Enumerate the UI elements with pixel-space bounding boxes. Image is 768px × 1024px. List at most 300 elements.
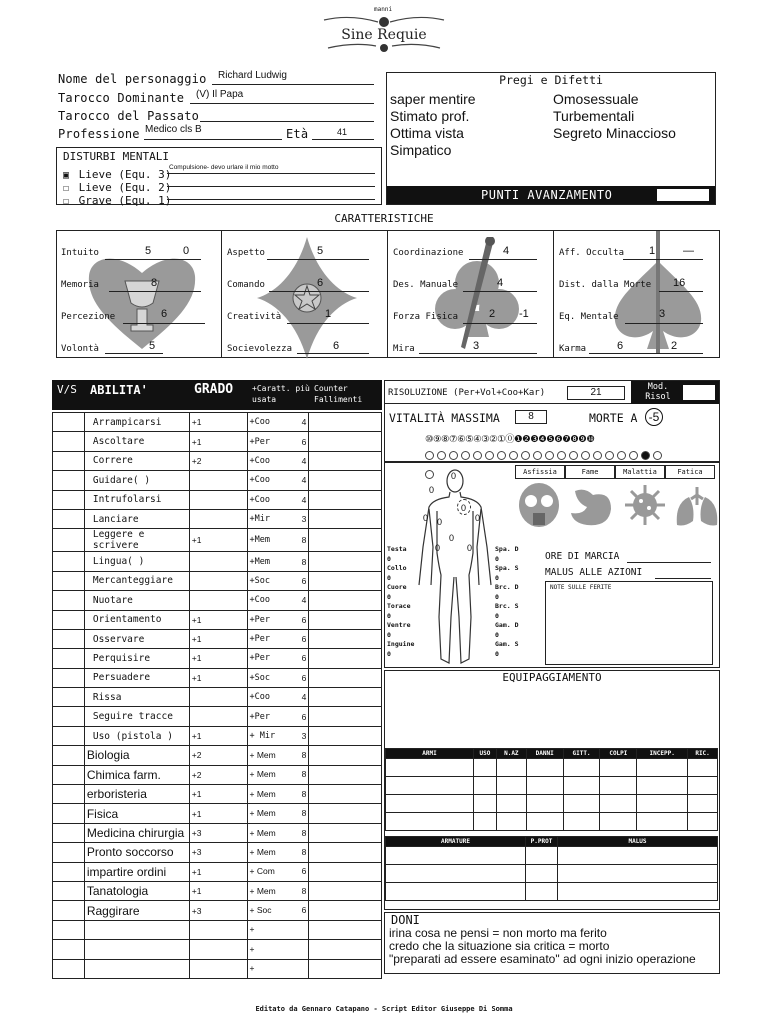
skill-row[interactable] (53, 610, 382, 629)
vitalita-circle[interactable] (545, 451, 554, 460)
skill-grado[interactable]: +1 (189, 529, 247, 552)
vitalita-label: VITALITÀ MASSIMA (389, 411, 500, 425)
zone-label: Gam. S (495, 640, 519, 648)
checkbox-empty-icon[interactable]: ☐ (63, 196, 70, 207)
name-value[interactable]: Richard Ludwig (218, 70, 287, 81)
weapon-row[interactable] (386, 777, 718, 795)
zone-value[interactable]: 0 (495, 592, 499, 601)
stat-value[interactable]: 2 (489, 308, 496, 320)
vitalita-circle[interactable] (425, 451, 434, 460)
disturbo-value[interactable]: Compulsione- devo urlare il mio motto (169, 164, 279, 171)
weapon-col-header: COLPI (600, 749, 637, 759)
weapon-row[interactable] (386, 813, 718, 831)
skill-name[interactable]: Lanciare (84, 509, 189, 528)
skill-counter[interactable] (309, 509, 382, 528)
job-value[interactable]: Medico cls B (145, 124, 202, 135)
mod-risol-label: Mod. Risol (645, 382, 671, 402)
vitalita-circle[interactable] (653, 451, 662, 460)
skill-vs-cell[interactable] (53, 552, 85, 571)
wound-marker[interactable]: 0 (435, 543, 441, 553)
skill-counter[interactable] (309, 823, 382, 842)
age-line (312, 139, 374, 140)
skill-grado[interactable]: +3 (189, 823, 247, 842)
skill-counter[interactable] (309, 529, 382, 552)
skill-vs-cell[interactable] (53, 629, 85, 648)
tab-fatica[interactable]: Fatica (665, 465, 715, 479)
skill-row[interactable] (53, 707, 382, 726)
armor-row[interactable] (386, 883, 718, 901)
skill-counter[interactable] (309, 668, 382, 687)
stat-label: Creatività (227, 312, 282, 322)
malus-azioni-field[interactable] (655, 578, 711, 579)
stat-label: Intuito (61, 248, 99, 258)
stat-value[interactable]: 16 (673, 277, 686, 289)
weapon-col-header: GITT. (563, 749, 600, 759)
disturbo-row (63, 176, 373, 194)
stat-label: Forza Fisica (393, 312, 459, 322)
skill-vs-cell[interactable] (53, 920, 85, 939)
mod-risol-field[interactable] (683, 385, 715, 400)
stat-value[interactable]: 5 (149, 340, 156, 352)
footer-credits: Editato da Gennaro Catapano - Script Editor Giuseppe Di Somma (255, 1005, 513, 1013)
stat-value[interactable]: 1 (649, 245, 656, 257)
skill-caratt (247, 490, 309, 509)
skill-vs-cell[interactable] (53, 432, 85, 451)
skill-row[interactable] (53, 629, 382, 648)
skill-grado[interactable]: +1 (189, 649, 247, 668)
stat-value[interactable]: 1 (325, 308, 332, 320)
stat-value[interactable]: 3 (659, 308, 666, 320)
skill-name[interactable]: Seguire tracce (84, 707, 189, 726)
zone-value[interactable]: 0 (387, 649, 391, 658)
risoluzione-value[interactable]: 21 (567, 386, 625, 400)
vitalita-circle[interactable] (449, 451, 458, 460)
skill-caratt-label: + Com (249, 866, 275, 877)
skill-caratt (247, 940, 309, 959)
skill-caratt (247, 746, 309, 765)
skill-vs-cell[interactable] (53, 688, 85, 707)
stat-value[interactable]: 6 (161, 308, 168, 320)
armor-row[interactable] (386, 865, 718, 883)
vitalita-circle[interactable] (629, 451, 638, 460)
skill-counter[interactable] (309, 901, 382, 920)
stat-label: Eq. Mentale (559, 312, 619, 322)
tab-fame[interactable]: Fame (565, 465, 615, 479)
skill-name[interactable]: Mercanteggiare (84, 571, 189, 590)
skill-vs-cell[interactable] (53, 765, 85, 784)
skill-grado[interactable] (189, 471, 247, 490)
skill-vs-cell[interactable] (53, 649, 85, 668)
stat-value[interactable]: 6 (333, 340, 340, 352)
heart-zone[interactable] (457, 499, 471, 515)
skill-counter[interactable] (309, 959, 382, 978)
stat-value[interactable]: 8 (151, 277, 158, 289)
skill-counter[interactable] (309, 804, 382, 823)
skill-counter[interactable] (309, 940, 382, 959)
skill-vs-cell[interactable] (53, 529, 85, 552)
skill-caratt-value: 8 (301, 556, 307, 567)
skill-row[interactable] (53, 862, 382, 881)
head-wound[interactable]: 0 (451, 471, 457, 481)
skill-counter[interactable] (309, 432, 382, 451)
zone-value[interactable]: 0 (387, 554, 391, 563)
vitalita-circle[interactable] (521, 451, 530, 460)
stat-value[interactable]: 6 (317, 277, 324, 289)
skill-vs-cell[interactable] (53, 881, 85, 900)
ore-marcia-field[interactable] (627, 562, 711, 563)
vitalita-circle[interactable] (437, 451, 446, 460)
skill-row[interactable] (53, 451, 382, 470)
age-value[interactable]: 41 (337, 127, 348, 137)
skill-name[interactable]: Rissa (84, 688, 189, 707)
zone-value[interactable]: 0 (387, 630, 391, 639)
zone-value[interactable]: 0 (387, 592, 391, 601)
tarot-dom-value[interactable]: (V) Il Papa (196, 89, 244, 100)
zone-value[interactable]: 0 (495, 611, 499, 620)
skill-vs-cell[interactable] (53, 726, 85, 745)
skill-name[interactable]: Perquisire (84, 649, 189, 668)
skill-name[interactable]: Leggere e scrivere (84, 529, 189, 552)
skill-row[interactable] (53, 591, 382, 610)
skill-name[interactable]: Osservare (84, 629, 189, 648)
armor-row[interactable] (386, 847, 718, 865)
skill-row[interactable] (53, 785, 382, 804)
skill-caratt (247, 552, 309, 571)
skill-vs-cell[interactable] (53, 843, 85, 862)
skill-vs-cell[interactable] (53, 785, 85, 804)
skill-vs-cell[interactable] (53, 746, 85, 765)
skill-name[interactable] (84, 940, 189, 959)
skill-grado[interactable] (189, 571, 247, 590)
skill-grado[interactable]: +1 (189, 804, 247, 823)
skill-grado[interactable]: +2 (189, 451, 247, 470)
skill-caratt-label: +Soc (249, 672, 271, 683)
vitalita-circle[interactable] (509, 451, 518, 460)
dono-line[interactable]: "preparati ad essere esaminato" ad ogni inizio operazione (389, 952, 696, 966)
skill-counter[interactable] (309, 688, 382, 707)
skill-grado[interactable]: +2 (189, 765, 247, 784)
tarot-past-line (200, 121, 374, 122)
skill-row[interactable] (53, 668, 382, 687)
skill-grado[interactable] (189, 552, 247, 571)
skill-caratt (247, 629, 309, 648)
difetto-item[interactable]: Turbementali (553, 108, 635, 124)
skill-counter[interactable] (309, 490, 382, 509)
zone-value[interactable]: 0 (387, 573, 391, 582)
skill-row[interactable] (53, 843, 382, 862)
skill-grado[interactable]: +1 (189, 432, 247, 451)
skill-row[interactable] (53, 920, 382, 939)
difetti-list (553, 91, 676, 142)
wound-marker[interactable]: 0 (475, 513, 481, 523)
vitalita-circle[interactable] (593, 451, 602, 460)
skill-counter[interactable] (309, 862, 382, 881)
vitalita-circle[interactable] (569, 451, 578, 460)
skill-caratt (247, 509, 309, 528)
skill-row[interactable] (53, 571, 382, 590)
wound-marker[interactable]: 0 (467, 543, 473, 553)
skill-counter[interactable] (309, 785, 382, 804)
stat-label: Socievolezza (227, 344, 293, 354)
checkbox-empty-icon[interactable]: ☐ (63, 183, 70, 194)
zone-value[interactable]: 0 (495, 554, 499, 563)
skill-counter[interactable] (309, 746, 382, 765)
skill-row[interactable] (53, 901, 382, 920)
skill-counter[interactable] (309, 591, 382, 610)
skill-grado[interactable] (189, 959, 247, 978)
zone-value[interactable]: 0 (495, 649, 499, 658)
skill-row[interactable] (53, 649, 382, 668)
skill-caratt-label: +Mir (249, 514, 271, 525)
gas-mask-icon (519, 483, 559, 527)
skill-vs-cell[interactable] (53, 804, 85, 823)
vitalita-track[interactable]: ⑩⑨⑧⑦⑥⑤④③②①⓪❶❷❸❹❺❻❼❽❾❿ (425, 434, 595, 445)
dono-line[interactable]: credo che la situazione sia critica = morto (389, 939, 610, 953)
skill-vs-cell[interactable] (53, 901, 85, 920)
stat-extra[interactable]: -1 (519, 308, 529, 320)
skill-counter[interactable] (309, 629, 382, 648)
zone-label: Cuore (387, 583, 407, 591)
skill-row[interactable] (53, 765, 382, 784)
vitalita-circle[interactable] (581, 451, 590, 460)
difetto-item[interactable]: Omosessuale (553, 91, 639, 107)
pregio-item[interactable]: Simpatico (390, 142, 452, 158)
skill-caratt-value: 8 (301, 769, 307, 780)
stat-label: Memoria (61, 280, 99, 290)
wound-marker[interactable]: 0 (423, 513, 429, 523)
zone-label: Collo (387, 564, 407, 572)
skill-vs-cell[interactable] (53, 940, 85, 959)
skill-grado[interactable]: +3 (189, 901, 247, 920)
checkbox-checked-icon[interactable]: ▣ (63, 170, 70, 181)
skill-counter[interactable] (309, 920, 382, 939)
skill-counter[interactable] (309, 881, 382, 900)
zones-left (387, 545, 414, 659)
zone-value[interactable]: 0 (495, 630, 499, 639)
skill-vs-cell[interactable] (53, 509, 85, 528)
skill-caratt-value: 3 (301, 514, 307, 525)
skill-grado[interactable] (189, 940, 247, 959)
skill-grado[interactable] (189, 707, 247, 726)
stat-extra[interactable]: 0 (183, 245, 190, 257)
vitalita-circle[interactable] (497, 451, 506, 460)
pregi-title: Pregi e Difetti (499, 73, 603, 87)
difetto-item[interactable]: Segreto Minaccioso (553, 125, 676, 141)
skill-row[interactable] (53, 490, 382, 509)
skill-row[interactable] (53, 823, 382, 842)
skill-row[interactable] (53, 726, 382, 745)
morte-value[interactable]: -5 (645, 408, 663, 426)
vitalita-circle[interactable] (533, 451, 542, 460)
skill-name[interactable] (84, 920, 189, 939)
skill-grado[interactable]: +1 (189, 413, 247, 432)
skill-name[interactable]: Uso (pistola ) (84, 726, 189, 745)
skill-row[interactable] (53, 959, 382, 978)
weapon-row[interactable] (386, 759, 718, 777)
age-label: Età (286, 127, 309, 141)
skill-grado[interactable]: +1 (189, 629, 247, 648)
skill-counter[interactable] (309, 726, 382, 745)
vitalita-circle[interactable] (461, 451, 470, 460)
zone-label: Testa (387, 545, 407, 553)
skill-row[interactable] (53, 746, 382, 765)
skill-name[interactable]: Pronto soccorso (84, 843, 189, 862)
tab-malattia[interactable]: Malattia (615, 465, 665, 479)
skill-row[interactable] (53, 804, 382, 823)
skill-grado[interactable]: +1 (189, 862, 247, 881)
skill-grado[interactable] (189, 490, 247, 509)
skill-vs-cell[interactable] (53, 591, 85, 610)
skill-name[interactable]: Medicina chirurgia (84, 823, 189, 842)
skill-caratt-label: +Mem (249, 556, 271, 567)
skill-grado[interactable] (189, 591, 247, 610)
zone-value[interactable]: 0 (387, 611, 391, 620)
skill-row[interactable] (53, 688, 382, 707)
skill-grado[interactable]: +2 (189, 746, 247, 765)
stat-value[interactable]: 4 (503, 245, 510, 257)
skill-name[interactable]: Biologia (84, 746, 189, 765)
skill-vs-cell[interactable] (53, 471, 85, 490)
skill-name[interactable]: Tanatologia (84, 881, 189, 900)
tab-asfissia[interactable]: Asfissia (515, 465, 565, 479)
skill-grado[interactable]: +1 (189, 610, 247, 629)
skill-row[interactable] (53, 509, 382, 528)
skill-caratt (247, 726, 309, 745)
pregio-item[interactable]: Stimato prof. (390, 108, 470, 124)
stat-value[interactable]: 5 (317, 245, 324, 257)
heart-cups-icon (87, 251, 197, 351)
skill-counter[interactable] (309, 649, 382, 668)
vitalita-circle[interactable] (557, 451, 566, 460)
skill-grado[interactable] (189, 688, 247, 707)
skill-grado[interactable] (189, 509, 247, 528)
skill-row[interactable] (53, 529, 382, 552)
skill-name[interactable]: Fisica (84, 804, 189, 823)
skill-vs-cell[interactable] (53, 862, 85, 881)
skill-grado[interactable]: +1 (189, 668, 247, 687)
stat-extra[interactable]: 2 (671, 340, 678, 352)
pregio-item[interactable]: Ottima vista (390, 125, 464, 141)
skill-counter[interactable] (309, 451, 382, 470)
skill-vs-cell[interactable] (53, 571, 85, 590)
skill-counter[interactable] (309, 552, 382, 571)
skill-name[interactable]: Nuotare (84, 591, 189, 610)
vitalita-circle[interactable] (605, 451, 614, 460)
skill-vs-cell[interactable] (53, 823, 85, 842)
zone-value[interactable]: 0 (495, 573, 499, 582)
zone-label: Brc. D (495, 583, 519, 591)
dono-line[interactable]: irina cosa ne pensi = non morto ma ferito (389, 926, 607, 940)
skill-vs-cell[interactable] (53, 413, 85, 432)
skill-row[interactable] (53, 881, 382, 900)
skill-name[interactable]: Persuadere (84, 668, 189, 687)
skill-vs-cell[interactable] (53, 707, 85, 726)
risoluzione-label: RISOLUZIONE (Per+Vol+Coo+Kar) (388, 388, 546, 398)
vitalita-circle[interactable] (473, 451, 482, 460)
skill-grado[interactable]: +1 (189, 881, 247, 900)
skill-counter[interactable] (309, 707, 382, 726)
skill-vs-cell[interactable] (53, 959, 85, 978)
skill-row[interactable] (53, 471, 382, 490)
skill-name[interactable]: Chimica farm. (84, 765, 189, 784)
stat-extra[interactable]: — (683, 245, 694, 257)
armor-col-header: ARMATURE (386, 837, 526, 847)
equip-panel (384, 670, 720, 910)
stat-label: Volontà (61, 344, 99, 354)
stat-value[interactable]: 4 (497, 277, 504, 289)
wound-marker[interactable]: 0 (437, 517, 443, 527)
skill-vs-cell[interactable] (53, 610, 85, 629)
skill-name[interactable]: impartire ordini (84, 862, 189, 881)
skill-grado[interactable]: +1 (189, 726, 247, 745)
skill-counter[interactable] (309, 571, 382, 590)
skill-name[interactable]: Raggirare (84, 901, 189, 920)
vitalita-value[interactable]: 8 (515, 410, 547, 424)
wound-marker[interactable]: 0 (429, 485, 435, 495)
skill-row[interactable] (53, 432, 382, 451)
skill-vs-cell[interactable] (53, 490, 85, 509)
skill-row[interactable] (53, 413, 382, 432)
skill-counter[interactable] (309, 610, 382, 629)
skill-counter[interactable] (309, 413, 382, 432)
skill-grado[interactable]: +1 (189, 785, 247, 804)
skill-counter[interactable] (309, 765, 382, 784)
skill-caratt-value: 4 (301, 475, 307, 486)
ferite-panel (384, 462, 720, 668)
skill-counter[interactable] (309, 843, 382, 862)
skill-name[interactable]: Ascoltare (84, 432, 189, 451)
vitalita-circle[interactable] (485, 451, 494, 460)
skill-name[interactable]: erboristeria (84, 785, 189, 804)
stat-value[interactable]: 3 (473, 340, 480, 352)
skill-name[interactable]: Orientamento (84, 610, 189, 629)
skill-caratt-label: + Mem (249, 788, 276, 799)
wound-marker[interactable]: 0 (449, 533, 455, 543)
stat-label: Percezione (61, 312, 116, 322)
pregio-item[interactable]: saper mentire (390, 91, 476, 107)
skill-vs-cell[interactable] (53, 668, 85, 687)
skill-name[interactable]: Guidare( ) (84, 471, 189, 490)
skill-row[interactable] (53, 552, 382, 571)
zone-label: Spa. D (495, 545, 519, 553)
zone-label: Inguine (387, 640, 415, 648)
avanzamento-field[interactable] (657, 189, 709, 201)
skill-name[interactable]: Intrufolarsi (84, 490, 189, 509)
wound-marker[interactable]: 0 (461, 503, 467, 513)
job-label: Professione (58, 127, 140, 141)
stat-value[interactable]: 6 (617, 340, 624, 352)
stat-value[interactable]: 5 (145, 245, 152, 257)
skill-name[interactable]: Correre (84, 451, 189, 470)
vitalita-circle[interactable] (641, 451, 650, 460)
skill-vs-cell[interactable] (53, 451, 85, 470)
weapon-col-header: ARMI (386, 749, 474, 759)
note-ferite-box[interactable] (545, 581, 713, 665)
avanzamento-label: PUNTI AVANZAMENTO (481, 188, 613, 202)
vitalita-circle[interactable] (617, 451, 626, 460)
skill-grado[interactable]: +3 (189, 843, 247, 862)
stat-label: Comando (227, 280, 265, 290)
skill-grado[interactable] (189, 920, 247, 939)
skill-counter[interactable] (309, 471, 382, 490)
skill-row[interactable] (53, 940, 382, 959)
skill-name[interactable] (84, 959, 189, 978)
weapon-row[interactable] (386, 795, 718, 813)
skill-name[interactable]: Arrampicarsi (84, 413, 189, 432)
job-line (144, 139, 282, 140)
skill-name[interactable]: Lingua( ) (84, 552, 189, 571)
skill-caratt-label: + Mir (249, 731, 276, 742)
